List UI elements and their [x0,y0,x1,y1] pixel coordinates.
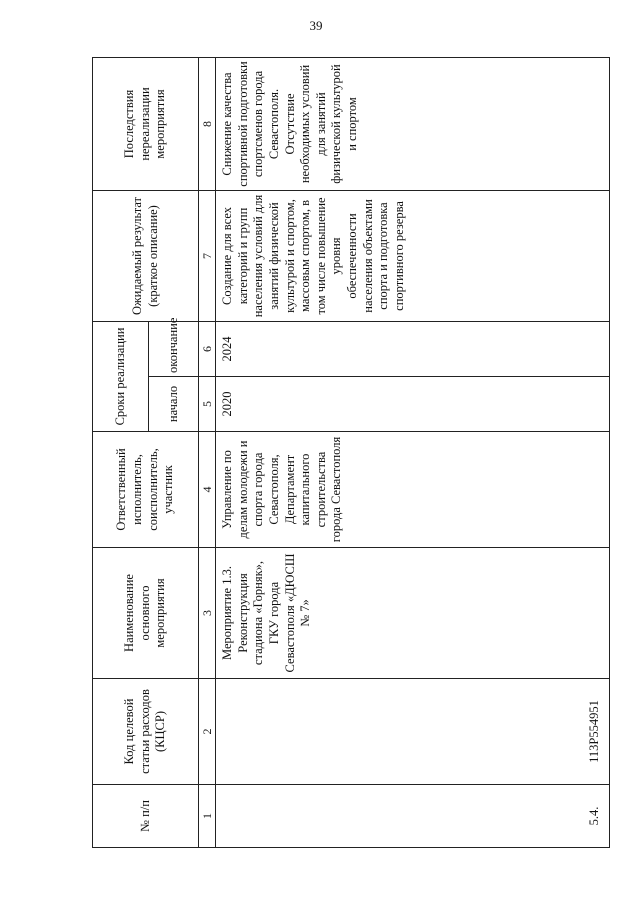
activity-table [92,57,610,848]
column-number: 8 [199,57,216,190]
column-number: 5 [199,377,216,432]
row-result: Создание для всех категорий и групп населения условий для занятий физической культурой и спортом, массовым спортом, в том числе повышение уровня обеспеченности населения объектами спорта и подготовка спортивного резерва [216,190,610,321]
row-consequences: Снижение качества спортивной подготовки спортсменов города Севастополя. Отсутствие необходимых условий для занятий физической культурой и спортом [216,57,610,190]
row-num: 5.4. [216,785,610,848]
header-name: Наименование основного мероприятия [93,548,199,679]
header-consequences: Последствия нереализации мероприятия [93,57,199,190]
header-terms: Сроки реализации [93,321,149,431]
header-end: окончание [149,321,199,376]
header-start: начало [149,377,199,432]
column-number: 7 [199,190,216,321]
row-end: 2024 [216,321,610,376]
column-number: 2 [199,679,216,785]
header-code: Код целевой статьи расходов (КЦСР) [93,679,199,785]
table-row [216,57,610,847]
row-executor: Управление по делам молодежи и спорта города Севастополя, Департамент капитального строительства города Севастополя [216,432,610,548]
column-number: 1 [199,785,216,848]
column-number: 4 [199,432,216,548]
header-executor: Ответственный исполнитель, соисполнитель, участник [93,432,199,548]
row-start: 2020 [216,377,610,432]
row-code: 113P554951 [216,679,610,785]
row-name: Мероприятие 1.3. Реконструкция стадиона «Горняк», ГКУ города Севастополя «ДЮСШ № 7» [216,548,610,679]
column-number: 3 [199,548,216,679]
page-number: 39 [309,18,323,33]
rotated-table-container [92,58,610,848]
header-num: № п/п [93,785,199,848]
header-result: Ожидаемый результат (краткое описание) [93,190,199,321]
column-number: 6 [199,321,216,376]
